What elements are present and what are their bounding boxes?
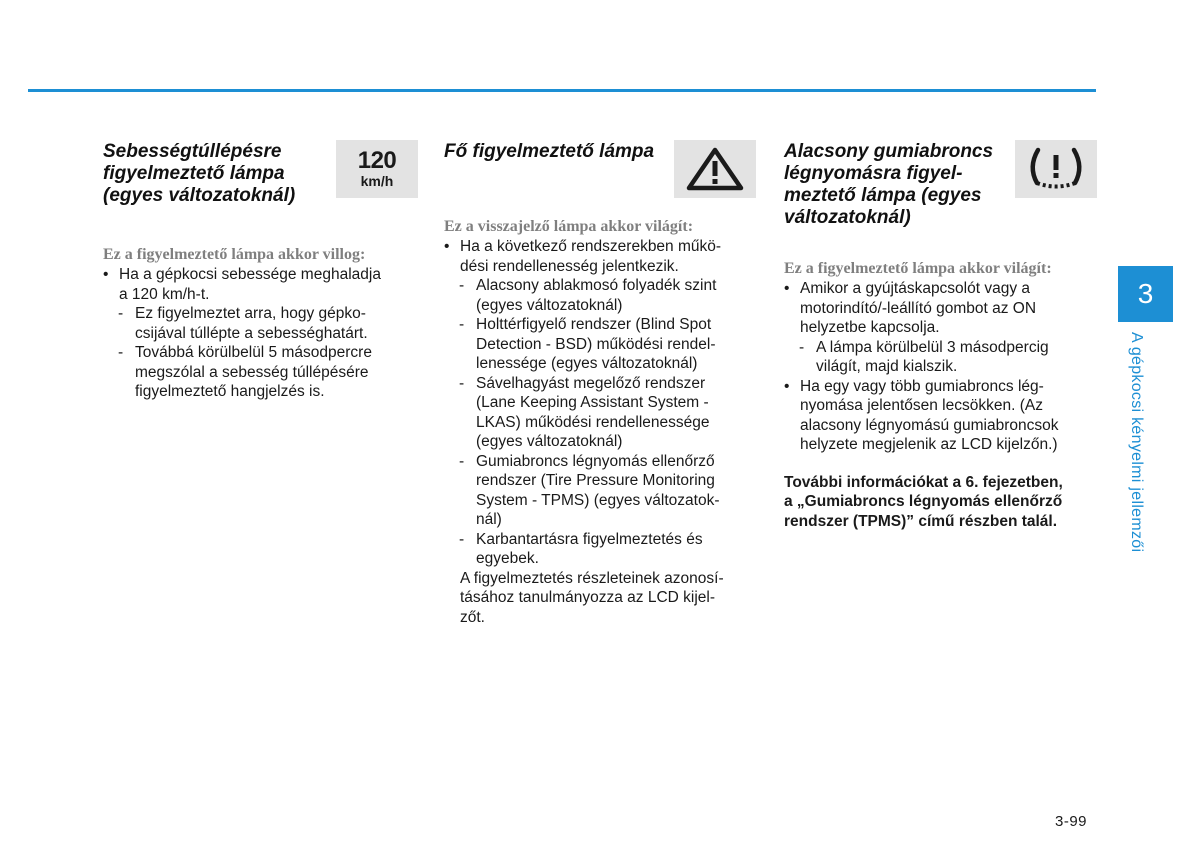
- dash-item: - Alacsony ablakmosó folyadék szint (egyes változatoknál): [459, 277, 717, 314]
- speed-limit-number: 120: [357, 147, 397, 174]
- chapter-tab: [1118, 266, 1173, 322]
- header-rule: [28, 89, 1096, 92]
- section-title: Sebességtúllépésre figyelmeztető lámpa (egyes változatoknál): [103, 141, 296, 206]
- master-warning-triangle-icon: [674, 140, 756, 198]
- speed-warning-120-icon: [336, 140, 418, 198]
- dash-item: - Holttérfigyelő rendszer (Blind Spot Detection - BSD) működési rendel- lenessége (egyes változatoknál): [459, 316, 716, 372]
- chapter-title: A gépkocsi kényelmi jellemzői: [1128, 332, 1145, 553]
- subheading: Ez a figyelmeztető lámpa akkor villog:: [103, 246, 366, 263]
- tire-pressure-warning-icon: [1015, 140, 1097, 198]
- section-tire-pressure: [784, 140, 1097, 531]
- dash-item: - Sávelhagyást megelőző rendszer (Lane Keeping Assistant System - LKAS) működési rendellenessége (egyes változatoknál): [459, 374, 710, 450]
- dash-item: - Továbbá körülbelül 5 másodpercre megszólal a sebesség túllépésére figyelmeztető hangjelzés is.: [118, 344, 372, 400]
- bullet-list: [103, 265, 418, 402]
- dash-item: - Gumiabroncs légnyomás ellenőrző rendszer (Tire Pressure Monitoring System - TPMS) (egyes változatok- nál): [459, 452, 720, 528]
- chapter-number: 3: [1137, 278, 1154, 309]
- reference-note: További információkat a 6. fejezetben, a „Gumiabroncs légnyomás ellenőrző rendszer (TPMS)” című részben talál.: [784, 473, 1063, 530]
- list-item: • Ha a következő rendszerekben műkö- dési rendellenesség jelentkezik.: [444, 238, 722, 275]
- section-title: Alacsony gumiabroncs légnyomásra figyel- meztető lámpa (egyes változatoknál): [784, 141, 994, 228]
- dash-item: - Karbantartásra figyelmeztetés és egyebek.: [459, 530, 703, 567]
- list-item: • Amikor a gyújtáskapcsolót vagy a motorindító/-leállító gombot az ON helyzetbe kapcsolja.: [784, 280, 1037, 336]
- section-master-warning: [444, 140, 756, 627]
- list-item: • Ha a gépkocsi sebessége meghaladja a 120 km/h-t.: [103, 266, 381, 303]
- dash-item: - A lámpa körülbelül 3 másodpercig világít, majd kialszik.: [799, 338, 1049, 375]
- page-number: 3-99: [1055, 813, 1088, 830]
- bullet-list: [784, 279, 1097, 455]
- subheading: Ez a figyelmeztető lámpa akkor világít:: [784, 260, 1052, 277]
- dash-item: - Ez figyelmeztet arra, hogy gépko- csijával túllépte a sebességhatárt.: [118, 305, 368, 342]
- section-speed-warning: [103, 140, 418, 402]
- list-item: • Ha egy vagy több gumiabroncs lég- nyomása jelentősen lecsökken. (Az alacsony légnyomású gumiabroncsok helyzete megjelenik az LCD kijelzőn.): [784, 377, 1059, 453]
- bullet-list: [444, 237, 756, 627]
- speed-limit-unit: km/h: [360, 173, 394, 189]
- section-title: Fő figyelmeztető lámpa: [444, 141, 655, 162]
- note-paragraph: A figyelmeztetés részleteinek azonosí- tásához tanulmányozza az LCD kijel- zőt.: [460, 569, 724, 626]
- subheading: Ez a visszajelző lámpa akkor világít:: [444, 218, 694, 235]
